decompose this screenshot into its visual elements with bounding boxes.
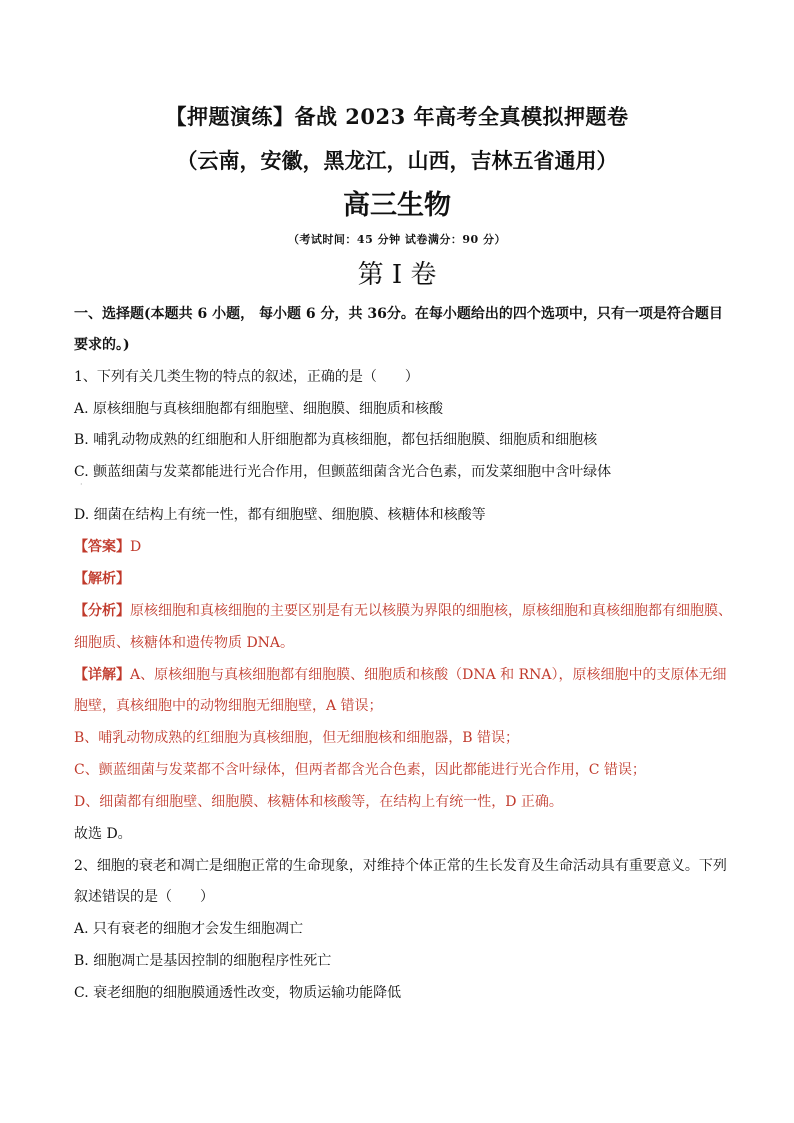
answer-tag: 【答案】 <box>74 539 130 555</box>
q2-option-b: B. 细胞凋亡是基因控制的细胞程序性死亡 <box>74 953 332 969</box>
exam-subtitle: （云南，安徽，黑龙江，山西，吉林五省通用） <box>176 148 618 173</box>
q2-option-c: C. 衰老细胞的细胞膜通透性改变，物质运输功能降低 <box>74 985 402 1001</box>
stray-mark: · <box>80 480 83 489</box>
q1-d-explanation: D、细菌都有细胞壁、细胞膜、核糖体和核酸等，在结构上有统一性，D 正确。 <box>74 794 563 810</box>
section-intro-line2: 要求的。) <box>74 337 130 353</box>
q1-answer <box>74 536 141 556</box>
q2-stem-line2: 叙述错误的是（ ） <box>74 889 214 905</box>
q1-option-b: B. 哺乳动物成熟的红细胞和人肝细胞都为真核细胞，都包括细胞膜、细胞质和细胞核 <box>74 432 598 448</box>
xiangjie-text: A、原核细胞与真核细胞都有细胞膜、细胞质和核酸（DNA 和 RNA），原核细胞中的支原体无细 <box>130 667 727 683</box>
subject-title: 高三生物 <box>343 190 451 221</box>
q1-stem: 1、下列有关几类生物的特点的叙述，正确的是（ ） <box>74 369 419 385</box>
exam-info: （考试时间：45 分钟 试卷满分：90 分） <box>287 233 507 246</box>
exam-title: 【押题演练】备战 2023 年高考全真模拟押题卷 <box>165 104 629 129</box>
q1-fenxi-line1 <box>74 600 732 620</box>
q1-fenxi-line2: 细胞质、核糖体和遗传物质 DNA。 <box>74 635 295 651</box>
q1-conclusion: 故选 D。 <box>74 826 132 842</box>
q1-xiangjie-line2: 胞壁，真核细胞中的动物细胞无细胞壁，A 错误； <box>74 698 383 714</box>
q1-option-c: C. 颤蓝细菌与发菜都能进行光合作用，但颤蓝细菌含光合色素，而发菜细胞中含叶绿体 <box>74 464 612 480</box>
section-intro-line1: 一、选择题(本题共 6 小题， 每小题 6 分，共 36分。在每小题给出的四个选项中，只有一项是符合题目 <box>74 306 723 322</box>
q1-xiangjie-line1 <box>74 664 727 684</box>
q2-option-a: A. 只有衰老的细胞才会发生细胞凋亡 <box>74 921 304 937</box>
volume-title: 第 I 卷 <box>357 260 437 290</box>
answer-value: D <box>130 539 142 555</box>
analysis-tag: 【解析】 <box>74 571 130 587</box>
q2-stem-line1: 2、细胞的衰老和凋亡是细胞正常的生命现象，对维持个体正常的生长发育及生命活动具有重要意义。下列 <box>74 858 727 874</box>
fenxi-tag: 【分析】 <box>74 603 130 619</box>
q1-c-explanation: C、颤蓝细菌与发菜都不含叶绿体，但两者都含光合色素，因此都能进行光合作用，C 错误； <box>74 762 646 778</box>
q1-analysis-heading <box>74 568 130 588</box>
q1-option-a: A. 原核细胞与真核细胞都有细胞壁、细胞膜、细胞质和核酸 <box>74 401 444 417</box>
q1-b-explanation: B、哺乳动物成熟的红细胞为真核细胞，但无细胞核和细胞器，B 错误； <box>74 730 520 746</box>
xiangjie-tag: 【详解】 <box>74 667 130 683</box>
q1-option-d: D. 细菌在结构上有统一性，都有细胞壁、细胞膜、核糖体和核酸等 <box>74 507 486 523</box>
fenxi-text: 原核细胞和真核细胞的主要区别是有无以核膜为界限的细胞核，原核细胞和真核细胞都有细胞膜、 <box>130 603 732 619</box>
